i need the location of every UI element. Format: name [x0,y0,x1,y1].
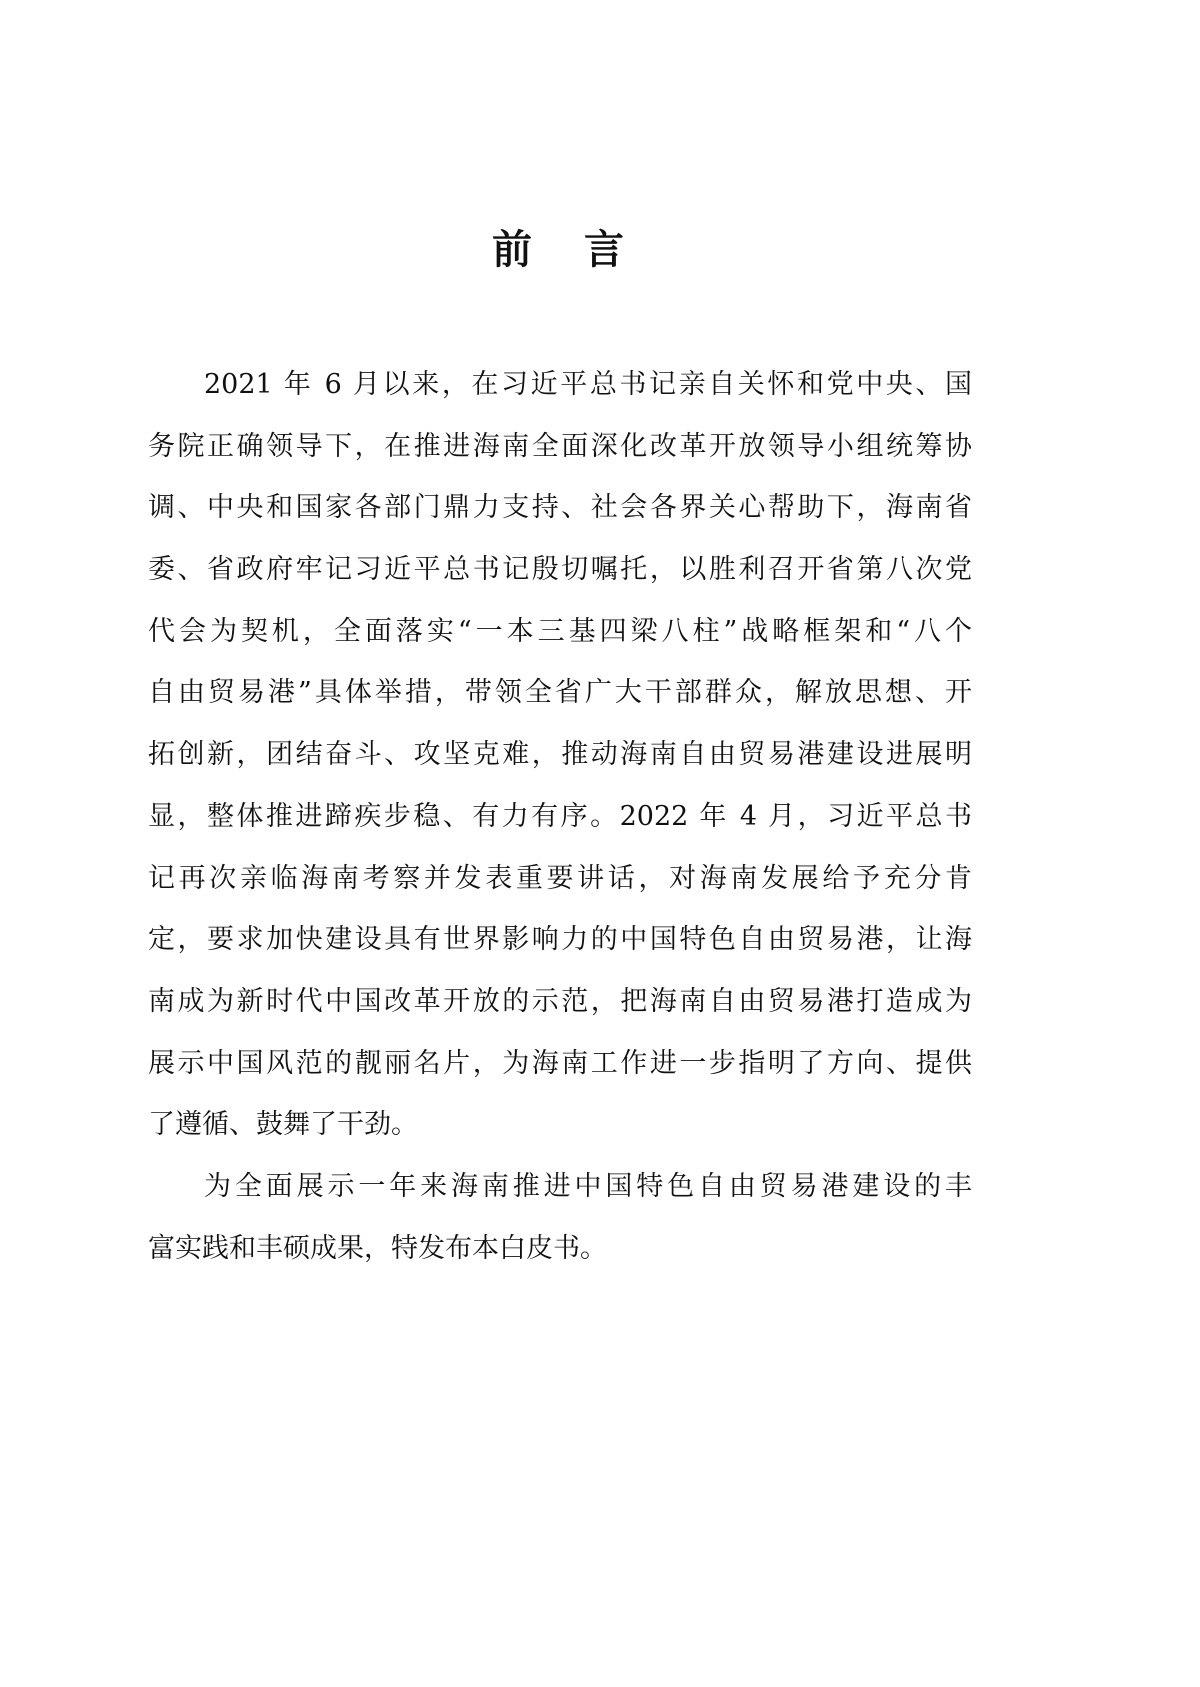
document-body [148,354,972,1279]
title-char-1: 前 [492,227,532,273]
paragraph-1 [148,354,972,1156]
paragraph-line: 记再次亲临海南考察并发表重要讲话，对海南发展给予充分肯 [148,862,972,894]
paragraph-line: 代会为契机，全面落实“一本三基四梁八柱”战略框架和“八个 [148,615,972,647]
paragraph-line: 南成为新时代中国改革开放的示范，把海南自由贸易港打造成为 [148,985,972,1017]
paragraph-line: 自由贸易港”具体举措，带领全省广大干部群众，解放思想、开 [148,677,972,709]
paragraph-line: 务院正确领导下，在推进海南全面深化改革开放领导小组统筹协 [148,430,972,462]
paragraph-line: 了遵循、鼓舞了干劲。 [148,1109,418,1141]
paragraph-line: 2021 年 6 月以来，在习近平总书记亲自关怀和党中央、国 [204,369,972,400]
page-title [0,222,1116,278]
paragraph-line: 委、省政府牢记习近平总书记殷切嘱托，以胜利召开省第八次党 [148,554,972,586]
paragraph-line: 为全面展示一年来海南推进中国特色自由贸易港建设的丰 [204,1170,972,1202]
paragraph-line: 定，要求加快建设具有世界影响力的中国特色自由贸易港，让海 [148,924,972,956]
paragraph-2 [148,1156,972,1279]
paragraph-line: 调、中央和国家各部门鼎力支持、社会各界关心帮助下，海南省 [148,492,972,524]
paragraph-line: 展示中国风范的靓丽名片，为海南工作进一步指明了方向、提供 [148,1047,972,1079]
title-char-2: 言 [584,227,624,273]
paragraph-line: 富实践和丰硕成果，特发布本白皮书。 [148,1232,607,1264]
paragraph-line: 拓创新，团结奋斗、攻坚克难，推动海南自由贸易港建设进展明 [148,739,972,771]
paragraph-line: 显，整体推进蹄疾步稳、有力有序。2022 年 4 月，习近平总书 [148,800,972,832]
